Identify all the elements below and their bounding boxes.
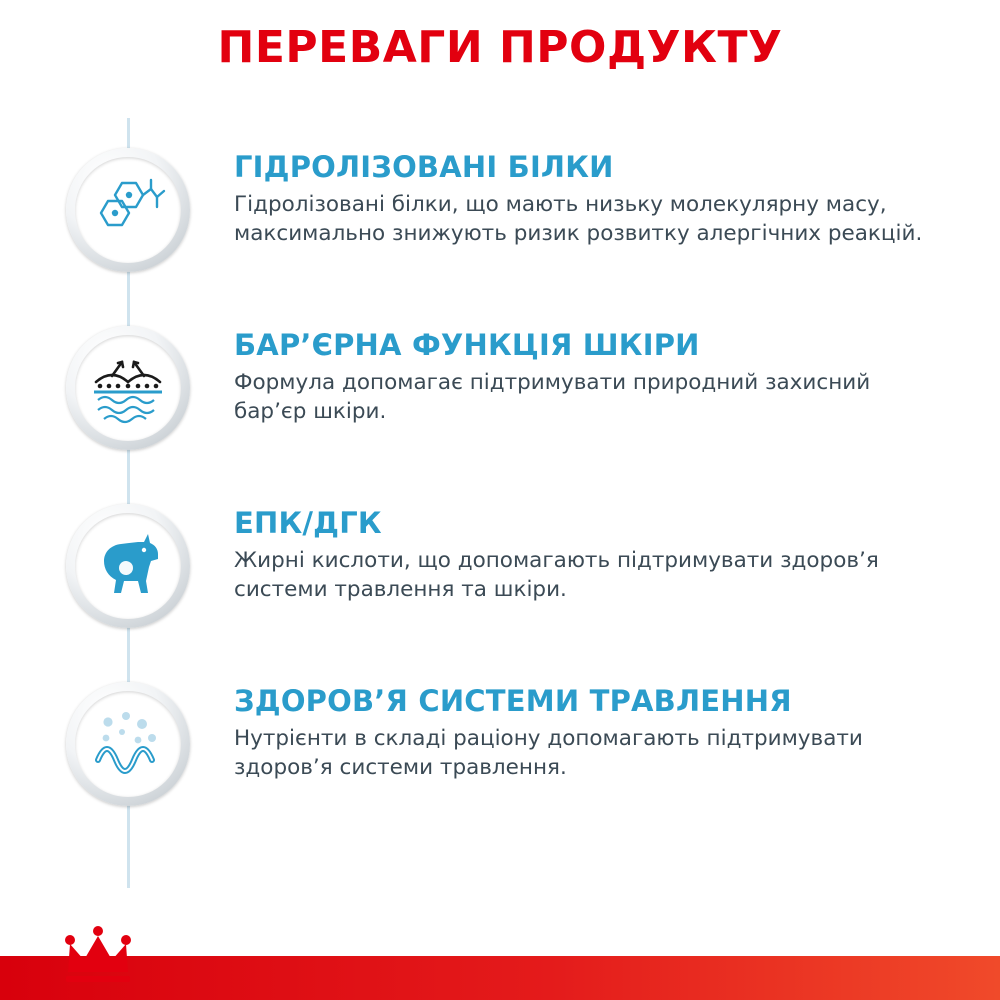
benefit-row: [0, 148, 1000, 326]
molecule-chain-icon: [85, 167, 171, 253]
benefit-body: Жирні кислоти, що допомагають підтримувати здоров’я системи травлення та шкіри.: [234, 547, 879, 603]
benefit-heading: ГІДРОЛІЗОВАНІ БІЛКИ: [234, 150, 614, 184]
benefit-heading: ЗДОРОВ’Я СИСТЕМИ ТРАВЛЕННЯ: [234, 684, 792, 718]
benefit-heading: ЕПК/ДГК: [234, 506, 382, 540]
benefit-row: [0, 504, 1000, 682]
benefit-text: [190, 148, 1000, 248]
benefit-heading: БАР’ЄРНА ФУНКЦІЯ ШКІРИ: [234, 328, 700, 362]
benefit-body: Гідролізовані білки, що мають низьку молекулярну масу, максимально знижують ризик розвитку алергічних реакцій.: [234, 191, 923, 247]
skin-barrier-icon: [82, 342, 174, 434]
dog-silhouette-icon: [82, 520, 174, 612]
benefit-icon-badge: [66, 504, 190, 628]
benefit-row: [0, 326, 1000, 504]
benefits-list: [0, 148, 1000, 860]
benefit-icon-badge: [66, 326, 190, 450]
benefit-text: [190, 682, 1000, 782]
benefit-icon-badge: [66, 682, 190, 806]
footer: [0, 922, 1000, 1000]
benefit-body: Нутрієнти в складі раціону допомагають підтримувати здоров’я системи травлення.: [234, 725, 863, 781]
benefit-text: [190, 326, 1000, 426]
benefit-body: Формула допомагає підтримувати природний захисний бар’єр шкіри.: [234, 369, 871, 425]
benefit-icon-badge: [66, 148, 190, 272]
benefit-row: [0, 682, 1000, 860]
page-title: ПЕРЕВАГИ ПРОДУКТУ: [217, 22, 783, 73]
digestive-wave-icon: [82, 698, 174, 790]
royal-canin-crown-logo: [60, 926, 190, 992]
benefit-text: [190, 504, 1000, 604]
